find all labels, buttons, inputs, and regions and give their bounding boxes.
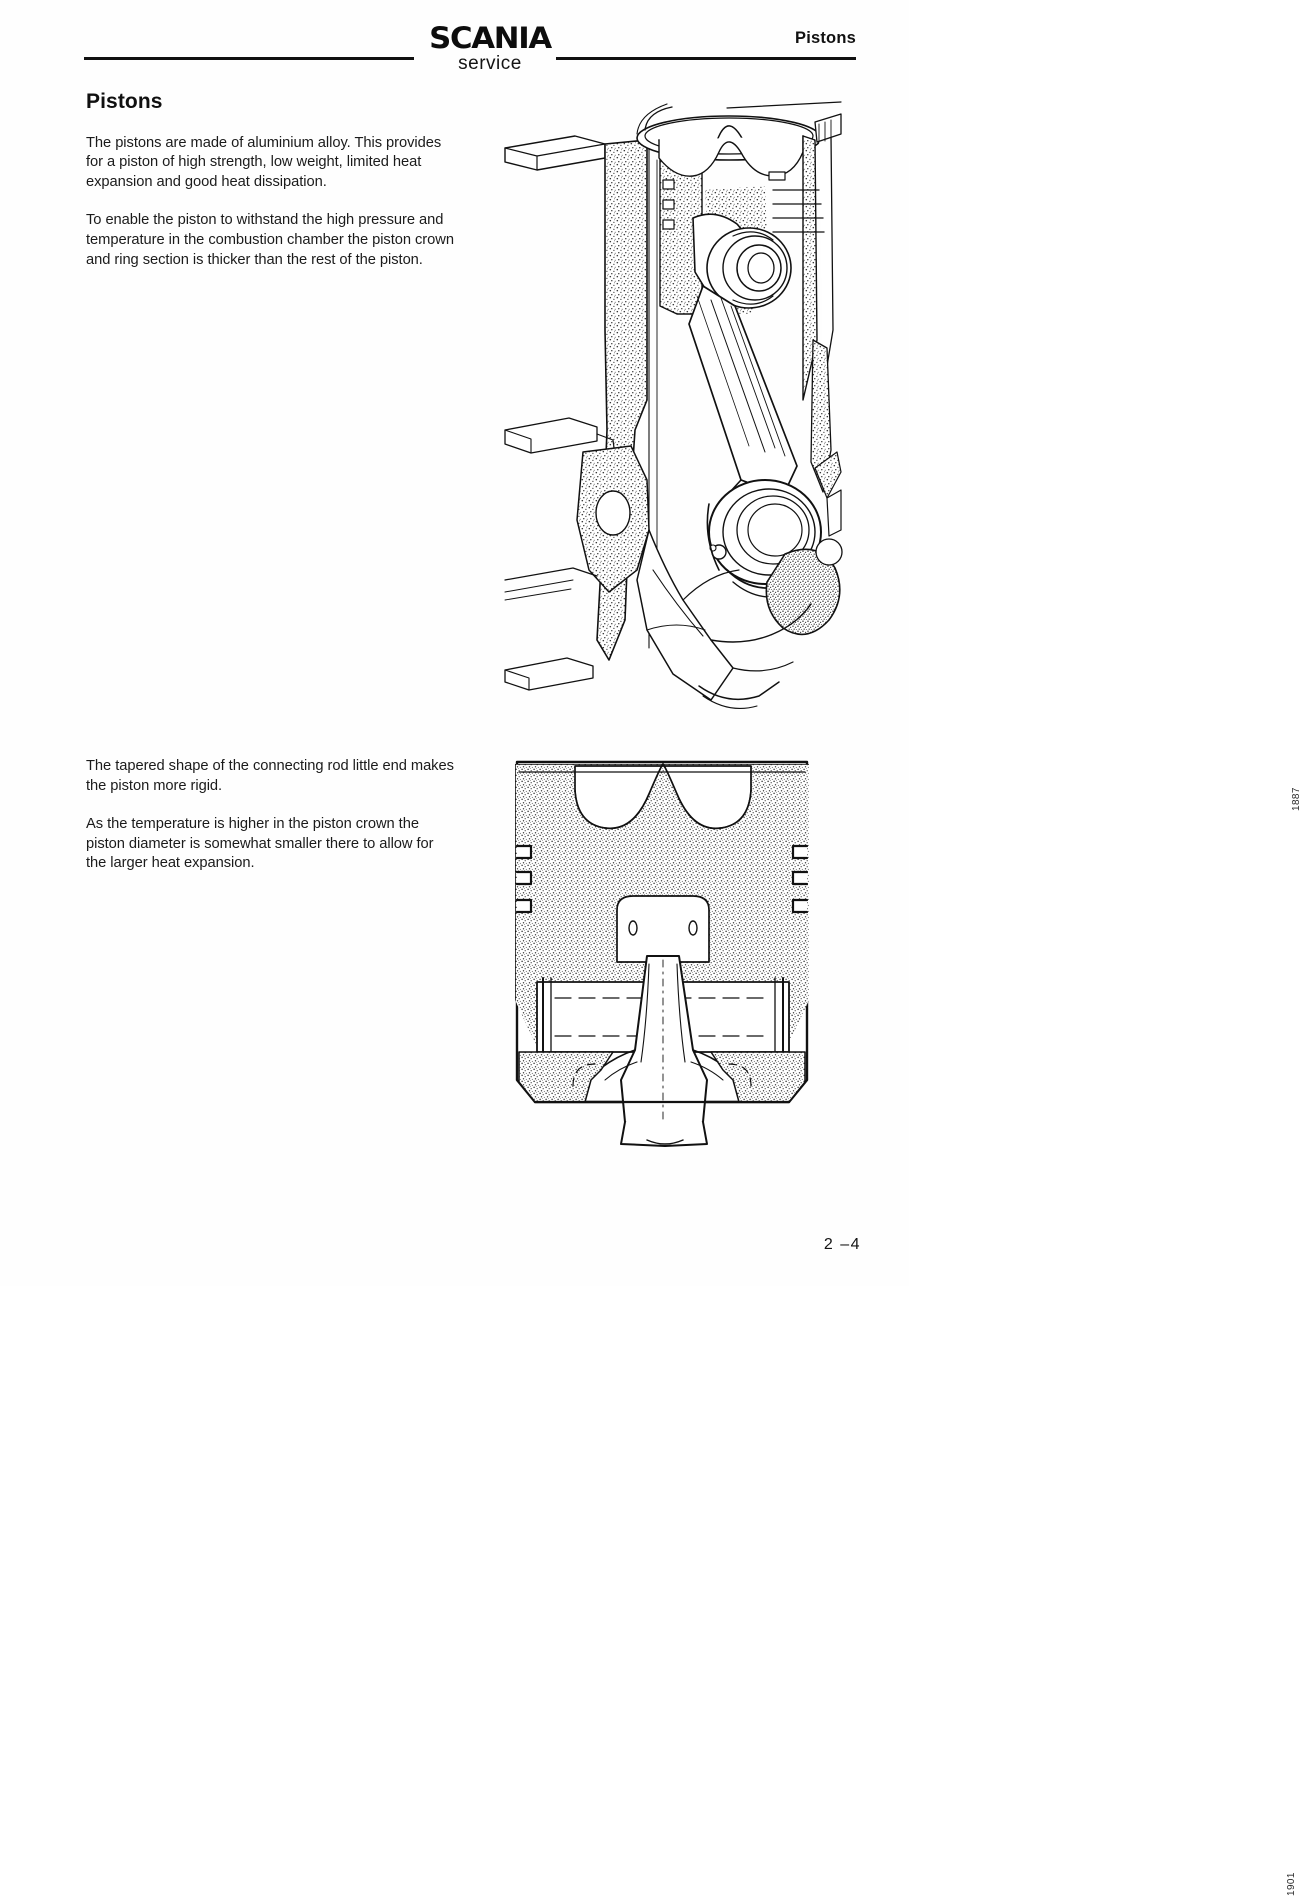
figure-piston-connecting-rod-assembly: [497, 100, 1302, 811]
page-title: Pistons: [86, 90, 163, 113]
section-one-text-column: [86, 92, 456, 270]
page-header: [0, 0, 909, 90]
header-rule-left: [84, 57, 414, 60]
paragraph: The pistons are made of aluminium alloy. This provides for a piston of high strength, low weight, limited heat expansion and good heat dissipation.: [86, 134, 442, 190]
scania-wordmark: SCANIA: [429, 21, 551, 55]
paragraph: To enable the piston to withstand the high pressure and temperature in the combustion chamber the piston crown and ring section is thicker than the rest of the piston.: [86, 212, 454, 268]
figure-two-drawing: [497, 750, 827, 1150]
page-number: 2 –4: [823, 1236, 861, 1253]
section-two-text-column: [86, 757, 456, 874]
header-rule-right: [556, 57, 856, 60]
scania-service-label: service: [458, 53, 522, 74]
paragraph: As the temperature is higher in the piston crown the piston diameter is somewhat smaller there to allow for the larger heat expansion.: [86, 816, 434, 872]
figure-one-drawing: [497, 100, 842, 720]
paragraph: The tapered shape of the connecting rod little end makes the piston more rigid.: [86, 758, 454, 794]
scania-logo: [420, 21, 560, 74]
figure-number: 1901: [1286, 1872, 1297, 1896]
header-chapter-title: Pistons: [795, 29, 856, 47]
figure-number: 1887: [1291, 787, 1302, 811]
